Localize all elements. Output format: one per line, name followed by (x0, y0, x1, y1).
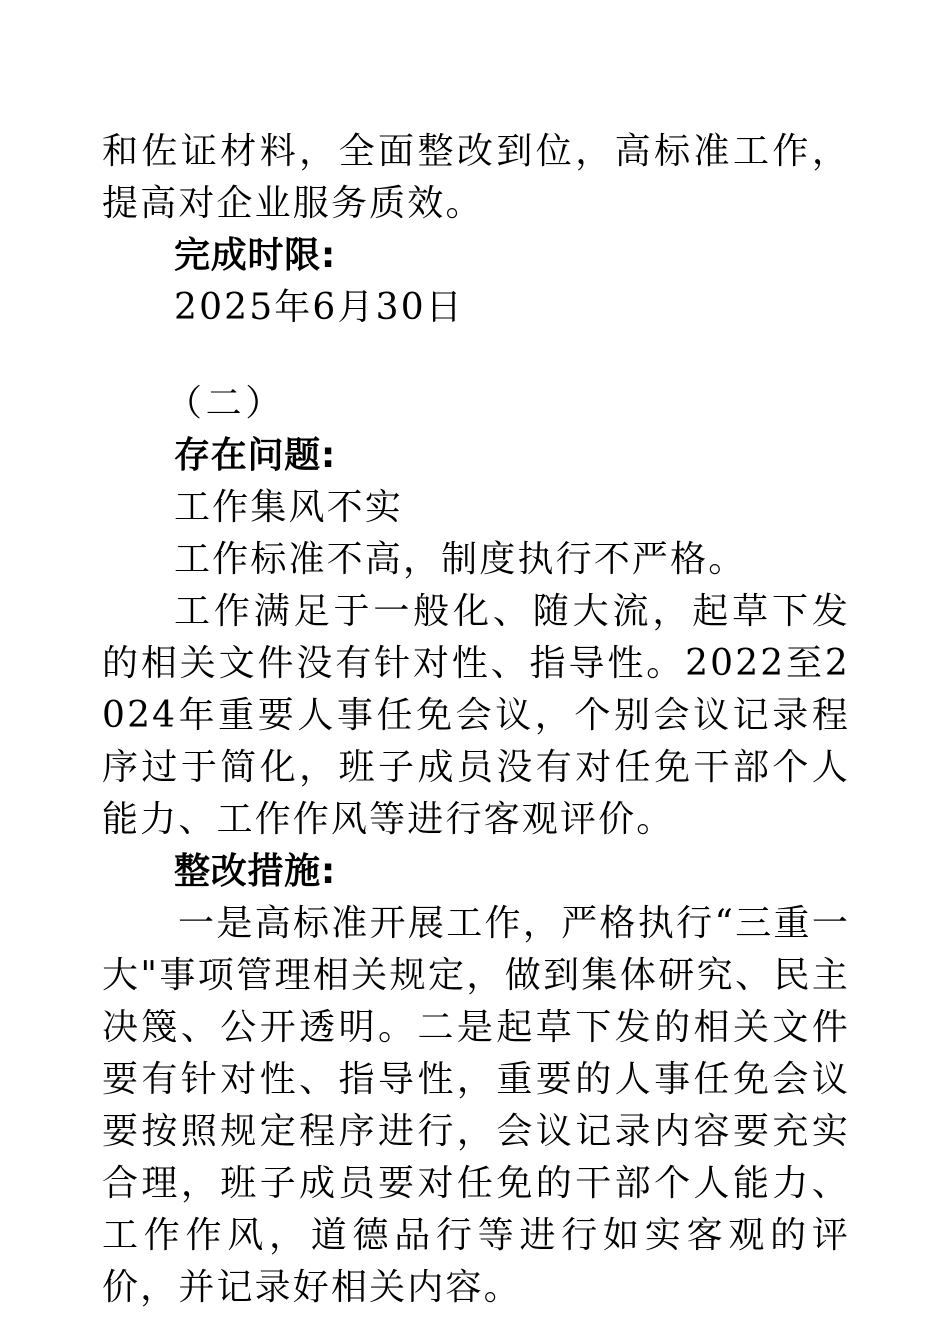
problem-subtitle: 工作标准不高，制度执行不严格。 (174, 539, 747, 580)
document-body (102, 126, 850, 1314)
deadline-value: 2025年6月30日 (174, 287, 464, 328)
problem-heading: 存在问题: (174, 435, 336, 476)
measures-heading: 整改措施: (174, 851, 336, 892)
measures-detail: 一是高标准开展工作，严格执行“三重一大"事项管理相关规定，做到集体研究、民主决篾、公开透明。二是起草下发的相关文件要有针对性、指导性，重要的人事任免会议要按照规定程序进行，会议记录内容要充实合理，班子成员要对任免的干部个人能力、工作作风，道德品行等进行如实客观的评价，并记录好相关内容。 (102, 903, 850, 1308)
problem-detail: 工作满足于一般化、随大流，起草下发的相关文件没有针对性、指导性。2022至2024年重要人事任免会议，个别会议记录程序过于简化，班子成员没有对任免干部个人能力、工作作风等进行客观评价。 (102, 591, 850, 840)
problem-title: 工作集风不实 (174, 487, 403, 528)
section-number: （二） (166, 383, 285, 424)
paragraph-continuation: 和佐证材料，全面整改到位，高标准工作，提高对企业服务质效。 (102, 131, 850, 224)
section-spacer (102, 334, 850, 378)
deadline-heading: 完成时限: (174, 235, 336, 276)
